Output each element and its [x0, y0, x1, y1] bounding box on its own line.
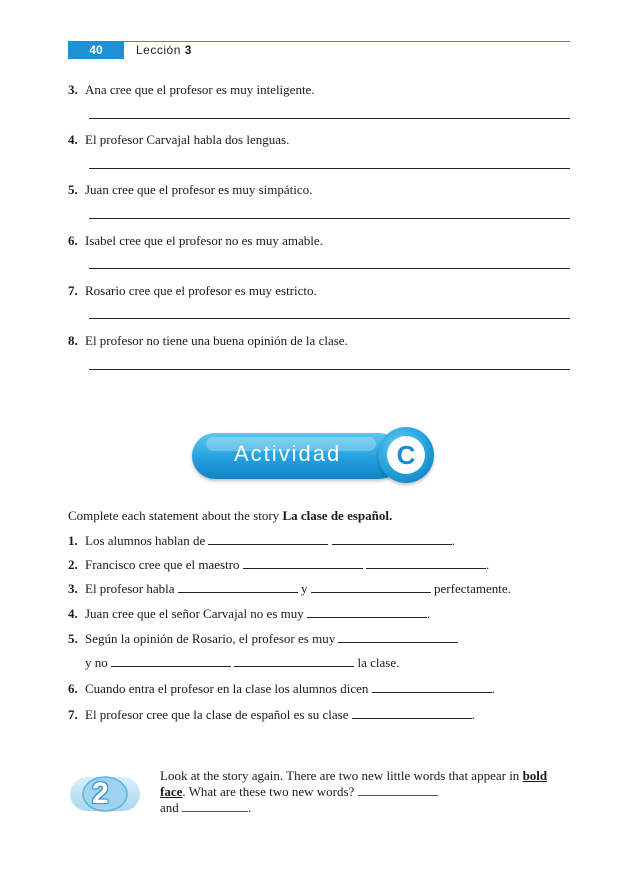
- lesson-number: 3: [184, 43, 192, 57]
- prompt-text: Look at the story again. There are two new little words that appear in: [160, 768, 523, 783]
- statement-end: .: [485, 557, 490, 572]
- blank[interactable]: [352, 706, 472, 719]
- question-number: 4.: [68, 132, 78, 147]
- statement-number: 3.: [68, 581, 78, 596]
- activity-title: Actividad: [234, 441, 342, 466]
- statement-number: 7.: [68, 707, 78, 722]
- statement-6: [68, 680, 495, 697]
- prompt-and: and: [160, 800, 179, 815]
- question-text: Isabel cree que el profesor no es muy amable.: [85, 233, 323, 248]
- blank[interactable]: [366, 556, 486, 569]
- statement-4: [68, 605, 430, 622]
- lesson-label: Lección: [136, 43, 181, 57]
- statement-2: [68, 556, 489, 573]
- statement-5-continued: [85, 654, 399, 671]
- blank[interactable]: [332, 532, 452, 545]
- blank[interactable]: [234, 654, 354, 667]
- page-number: 40: [68, 41, 124, 59]
- blank[interactable]: [372, 680, 492, 693]
- blank[interactable]: [243, 556, 363, 569]
- prompt-question: . What are these two new words?: [182, 784, 358, 799]
- blank[interactable]: [338, 630, 458, 643]
- statement-text: y no: [85, 655, 108, 670]
- answer-line-7[interactable]: [89, 318, 570, 319]
- blank[interactable]: [111, 654, 231, 667]
- statement-1: [68, 532, 455, 549]
- question-text: El profesor no tiene una buena opinión de la clase.: [85, 333, 348, 348]
- section-number: 2: [92, 777, 109, 810]
- answer-line-5[interactable]: [89, 218, 570, 219]
- prompt-end: .: [248, 800, 252, 815]
- question-number: 3.: [68, 82, 78, 97]
- question-text: El profesor Carvajal habla dos lenguas.: [85, 132, 290, 147]
- question-number: 6.: [68, 233, 78, 248]
- question-4: [68, 132, 289, 148]
- statement-end: .: [491, 681, 495, 696]
- statement-text: Según la opinión de Rosario, el profesor es muy: [85, 631, 336, 646]
- statement-text: Juan cree que el señor Carvajal no es muy: [85, 606, 304, 621]
- answer-line-8[interactable]: [89, 369, 570, 370]
- statement-number: 6.: [68, 681, 78, 696]
- statement-end: la clase.: [357, 655, 400, 670]
- question-text: Ana cree que el profesor es muy inteligente.: [85, 82, 315, 97]
- question-number: 5.: [68, 182, 78, 197]
- lesson-heading: [136, 41, 192, 59]
- blank[interactable]: [311, 580, 431, 593]
- bold-face-term: bold face: [160, 768, 548, 799]
- question-text: Rosario cree que el profesor es muy estricto.: [85, 283, 317, 298]
- statement-number: 2.: [68, 557, 78, 572]
- question-5: [68, 182, 312, 198]
- blank[interactable]: [178, 580, 298, 593]
- question-number: 7.: [68, 283, 78, 298]
- answer-line-4[interactable]: [89, 168, 570, 169]
- question-text: Juan cree que el profesor es muy simpático.: [85, 182, 313, 197]
- statement-end: .: [427, 606, 431, 621]
- statement-number: 5.: [68, 631, 78, 646]
- answer-line-3[interactable]: [89, 118, 570, 119]
- story-title: La clase de español.: [282, 508, 393, 523]
- statement-number: 4.: [68, 606, 78, 621]
- question-3: [68, 82, 315, 98]
- blank[interactable]: [358, 785, 438, 796]
- question-number: 8.: [68, 333, 78, 348]
- statement-7: [68, 706, 475, 723]
- question-6: [68, 233, 323, 249]
- statement-5: [68, 630, 458, 647]
- statement-text: Francisco cree que el maestro: [85, 557, 240, 572]
- statement-text: El profesor habla: [85, 581, 175, 596]
- question-8: [68, 333, 348, 349]
- statement-end: .: [471, 707, 475, 722]
- answer-line-6[interactable]: [89, 268, 570, 269]
- activity-letter-badge: [378, 427, 434, 483]
- question-7: [68, 283, 317, 299]
- statement-text: Los alumnos hablan de: [85, 533, 206, 548]
- statement-text: Cuando entra el profesor en la clase los alumnos dicen: [85, 681, 369, 696]
- blank[interactable]: [208, 532, 328, 545]
- blank[interactable]: [307, 605, 427, 618]
- activity-letter: C: [387, 436, 425, 474]
- statement-3: [68, 580, 511, 597]
- blank[interactable]: [182, 801, 248, 812]
- instructions: [68, 508, 392, 524]
- section-2-prompt: [160, 768, 570, 816]
- statement-end: .: [451, 533, 455, 548]
- statement-end: perfectamente.: [434, 581, 511, 596]
- instructions-text: Complete each statement about the story: [68, 508, 283, 523]
- statement-text: El profesor cree que la clase de español es su clase: [85, 707, 349, 722]
- activity-banner: [192, 427, 436, 485]
- statement-number: 1.: [68, 533, 78, 548]
- statement-connector: y: [301, 581, 308, 596]
